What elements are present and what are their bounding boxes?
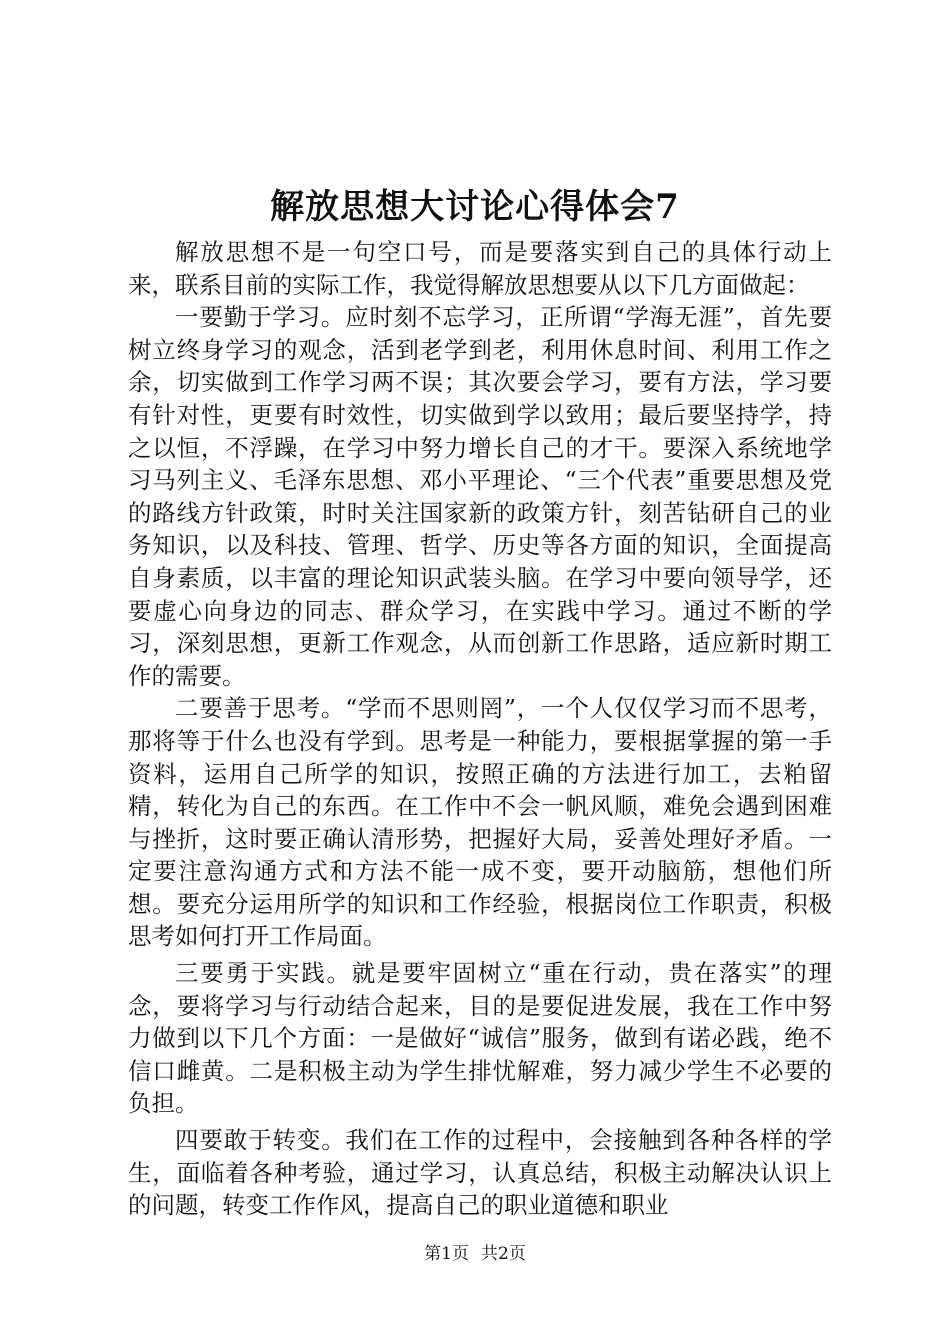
paragraph-intro: 解放思想不是一句空口号，而是要落实到自己的具体行动上来，联系目前的实际工作，我觉得解放思想要从以下几方面做起： [128,238,832,299]
paragraph-practice: 三要勇于实践。就是要牢固树立“重在行动，贵在落实”的理念，要将学习与行动结合起来，目的是要促进发展，我在工作中努力做到以下几个方面：一是做好“诚信”服务，做到有诺必践，绝不信口雌黄。二是积极主动为学生排忧解难，努力减少学生不必要的负担。 [128,959,832,1118]
document-title: 解放思想大讨论心得体会7 [270,187,680,227]
page-number-total: 共2页 [481,1244,526,1264]
page-footer [0,1242,950,1266]
paragraph-change: 四要敢于转变。我们在工作的过程中，会接触到各种各样的学生，面临着各种考验，通过学习，认真总结，积极主动解决认识上的问题，转变工作作风，提高自己的职业道德和职业 [128,1126,832,1220]
page-number-current: 第1页 [424,1244,469,1264]
document-body [128,236,832,1222]
paragraph-think: 二要善于思考。“学而不思则罔”，一个人仅仅学习而不思考，那将等于什么也没有学到。思考是一种能力，要根据掌握的第一手资料，运用自己所学的知识，按照正确的方法进行加工，去粕留精，转化为自己的东西。在工作中不会一帆风顺，难免会遇到困难与挫折，这时要正确认清形势，把握好大局，妥善处理好矛盾。一定要注意沟通方式和方法不能一成不变，要开动脑筋，想他们所想。要充分运用所学的知识和工作经验，根据岗位工作职责，积极思考如何打开工作局面。 [128,694,832,951]
paragraph-study: 一要勤于学习。应时刻不忘学习，正所谓“学海无涯”，首先要树立终身学习的观念，活到老学到老，利用休息时间、利用工作之余，切实做到工作学习两不误；其次要会学习，要有方法，学习要有针对性，更要有时效性，切实做到学以致用；最后要坚持学，持之以恒，不浮躁，在学习中努力增长自己的才干。要深入系统地学习马列主义、毛泽东思想、邓小平理论、“三个代表”重要思想及党的路线方针政策，时时关注国家新的政策方针，刻苦钻研自己的业务知识，以及科技、管理、哲学、历史等各方面的知识，全面提高自身素质，以丰富的理论知识武装头脑。在学习中要向领导学，还要虚心向身边的同志、群众学习，在实践中学习。通过不断的学习，深刻思想，更新工作观念，从而创新工作思路，适应新时期工作的需要。 [128,303,832,690]
